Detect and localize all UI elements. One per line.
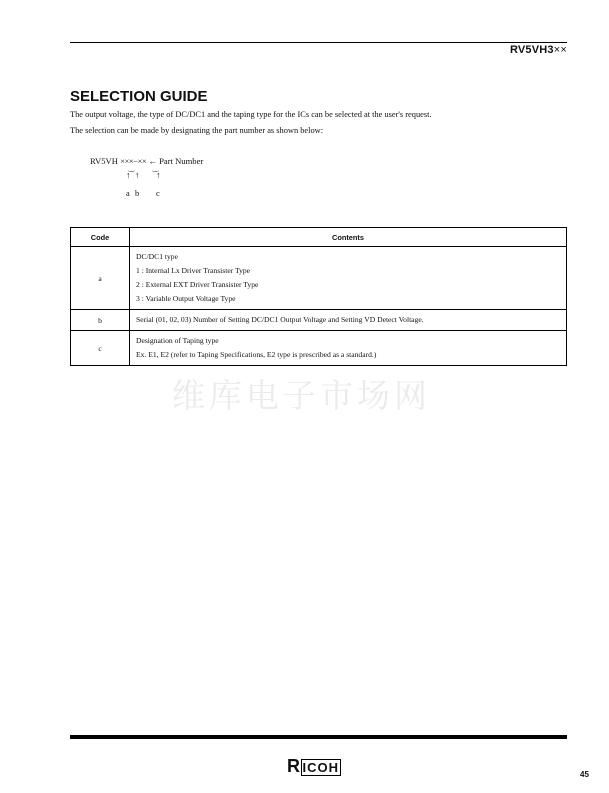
arrow-c: ↑ <box>156 170 161 180</box>
part-number-label: ← Part Number <box>148 156 204 166</box>
intro-line: The selection can be made by designating the part number as shown below: <box>70 126 324 135</box>
label-a: a <box>126 189 130 198</box>
part-number-prefix: RV5VH <box>90 156 121 166</box>
section-title: SELECTION GUIDE <box>70 88 208 105</box>
arrow-b: ↑ <box>135 170 140 180</box>
footer-rule <box>70 735 567 739</box>
intro-line: The output voltage, the type of DC/DC1 and the taping type for the ICs can be selected at the user's request. <box>70 110 432 119</box>
contents-cell <box>130 247 567 310</box>
label-b: b <box>135 189 140 198</box>
contents-line: Ex. E1, E2 (refer to Taping Specifications, E2 type is prescribed as a standard.) <box>136 350 377 359</box>
logo-rest: ICOH <box>302 760 339 775</box>
contents-cell <box>130 331 567 366</box>
ricoh-logo <box>287 756 341 777</box>
brace-c: ⏝ <box>152 164 159 172</box>
table-row <box>71 310 567 331</box>
contents-line: 2 : External EXT Driver Transister Type <box>136 280 259 289</box>
column-header-code: Code <box>71 228 130 247</box>
contents-cell <box>130 310 567 331</box>
label-c: c <box>156 189 160 198</box>
contents-line: 1 : Internal Lx Driver Transister Type <box>136 266 251 275</box>
document-code-text: RV5VH3 <box>509 44 554 56</box>
selection-table <box>70 227 567 366</box>
document-code-suffix: ×× <box>553 44 567 56</box>
code-cell: b <box>71 310 130 331</box>
page-number: 45 <box>580 770 589 779</box>
watermark: 维库电子市场网 <box>172 376 431 415</box>
contents-line: DC/DC1 type <box>136 252 178 261</box>
brace-a: ⏝ <box>128 164 135 172</box>
code-cell: c <box>71 331 130 366</box>
table-header-row <box>71 228 567 247</box>
logo-first-letter: R <box>287 756 301 776</box>
document-code <box>510 44 567 56</box>
contents-line: Designation of Taping type <box>136 336 219 345</box>
part-number-code: ×××−×× <box>120 156 147 166</box>
column-header-contents: Contents <box>130 228 567 247</box>
part-number-line <box>90 156 203 166</box>
contents-line: Serial (01, 02, 03) Number of Setting DC/DC1 Output Voltage and Setting VD Detect Voltage. <box>136 315 424 324</box>
table-row <box>71 331 567 366</box>
arrow-a: ↑ <box>126 170 131 180</box>
code-cell: a <box>71 247 130 310</box>
contents-line: 3 : Variable Output Voltage Type <box>136 294 236 303</box>
header-rule <box>70 42 567 43</box>
table-row <box>71 247 567 310</box>
